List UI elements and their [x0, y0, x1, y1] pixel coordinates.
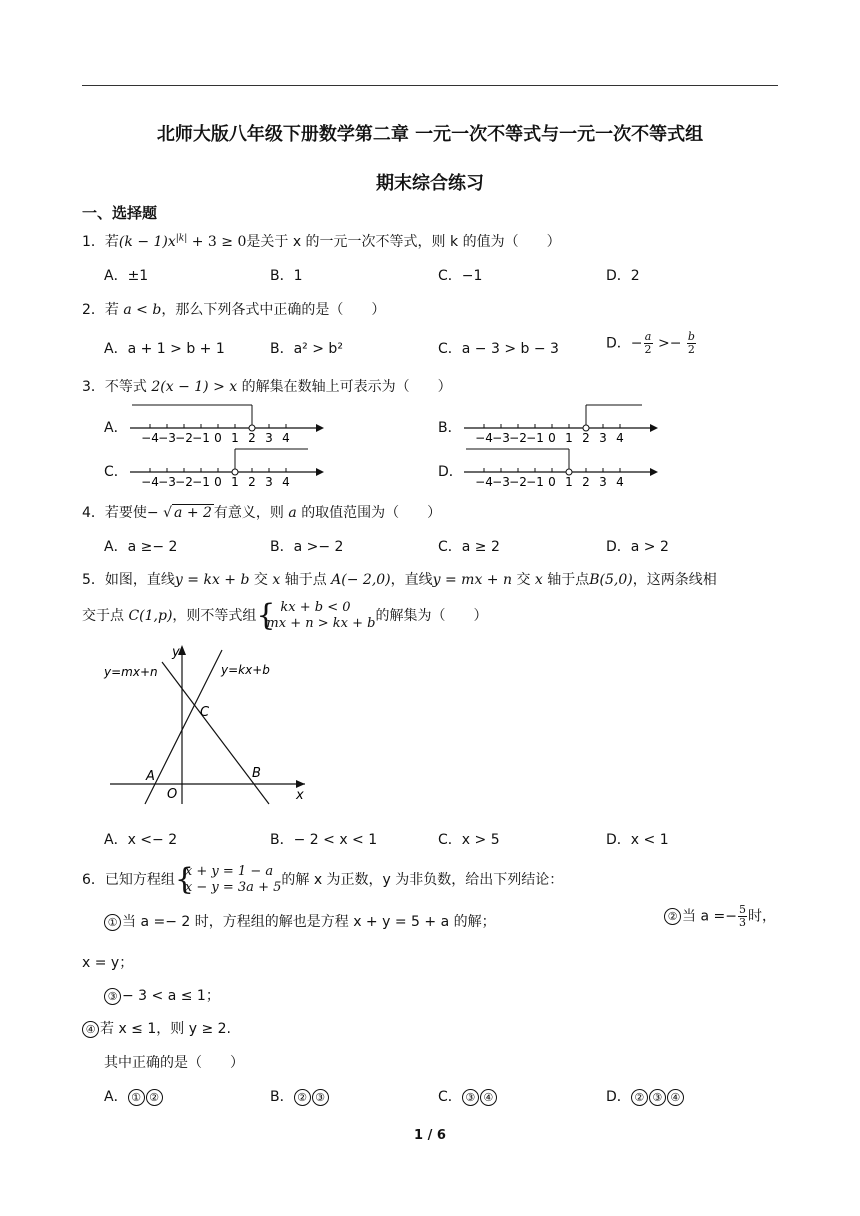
tick-label: 4	[282, 431, 290, 445]
question-6-ask: 其中正确的是（ ）	[104, 1055, 244, 1071]
option-a: A． ① ②	[104, 1086, 164, 1106]
question-3	[82, 376, 452, 396]
option-c: C．x > 5	[438, 832, 500, 848]
option-b-label: B．	[438, 420, 462, 436]
option-c: C．−1	[438, 268, 483, 284]
tick-label: −2	[509, 475, 527, 489]
question-number: 6．	[82, 872, 105, 888]
tick-label: 0	[214, 475, 222, 489]
number-line-c	[128, 444, 328, 490]
tick-label: −4	[141, 431, 159, 445]
option-a: A．±1	[104, 268, 149, 284]
question-number: 4．	[82, 505, 105, 521]
question-text: ，那么下列各式中正确的是（ ）	[161, 302, 386, 318]
line-mx-label: y=mx+n	[104, 665, 158, 679]
option-b: B． ② ③	[270, 1086, 330, 1106]
axis-arrow	[316, 424, 324, 432]
open-circle	[566, 469, 572, 475]
tick-label: −2	[175, 475, 193, 489]
question-text: 若	[104, 234, 119, 250]
option-b: B．a >− 2	[270, 539, 344, 555]
tick-label: 3	[265, 431, 273, 445]
tick-label: 4	[616, 475, 624, 489]
open-circle	[249, 425, 255, 431]
point-b-label: B	[252, 766, 261, 781]
option-b: B．a² > b²	[270, 341, 343, 357]
point-c-label: C	[200, 705, 210, 720]
question-5-line-1: 5．如图，直线y = kx + b 交 x 轴于点 A(− 2,0)，直线y = mx + n 交 x 轴于点B(5,0)，这两条线相	[82, 572, 717, 588]
question-4: 4．若要使− √ a + 2 有意义，则 a 的取值范围为（ ）	[82, 505, 442, 521]
number-line-d	[462, 444, 662, 490]
tick-label: −4	[475, 475, 493, 489]
tick-label: 3	[265, 475, 273, 489]
option-d: D．2	[606, 268, 640, 284]
number-line-a	[128, 400, 328, 446]
tick-label: −3	[492, 475, 510, 489]
question-text: 若要使	[104, 505, 147, 521]
equation-system: { x + y = 1 − a x − y = 3a + 5	[174, 862, 282, 897]
tick-label: −2	[175, 431, 193, 445]
line-kx-label: y=kx+b	[221, 663, 270, 677]
question-text: 的解集在数轴上可表示为（ ）	[241, 379, 452, 395]
y-axis-label: y	[172, 645, 180, 660]
option-d: D．a > 2	[606, 539, 669, 555]
tick-label: 0	[214, 431, 222, 445]
math-sup: |k|	[175, 233, 188, 244]
tick-label: 4	[616, 431, 624, 445]
open-circle	[583, 425, 589, 431]
question-number: 5．	[82, 572, 105, 588]
question-text: 若	[104, 302, 119, 318]
option-c: C． ③ ④	[438, 1086, 498, 1106]
option-d: D．− $\frac{a}{2}$ >− $\frac{b}{2}$	[606, 330, 695, 356]
question-text: 有意义，则	[213, 505, 284, 521]
radicand: a + 2	[174, 505, 212, 521]
tick-label: 4	[282, 475, 290, 489]
question-2	[82, 299, 385, 319]
option-b: B．1	[270, 268, 303, 284]
tick-label: 2	[582, 475, 590, 489]
inequality-system: { kx + b < 0 mx + n > kx + b	[256, 598, 376, 633]
conclusion-2-continued: x = y；	[82, 955, 134, 971]
math-expr: a < b	[123, 302, 162, 318]
option-d: D． ② ③ ④	[606, 1086, 685, 1106]
tick-label: −3	[158, 431, 176, 445]
option-a: A．x <− 2	[104, 832, 178, 848]
option-a: A．a + 1 > b + 1	[104, 341, 225, 357]
origin-label: O	[167, 787, 178, 802]
tick-label: 3	[599, 475, 607, 489]
tick-label: −1	[526, 431, 544, 445]
tick-label: 0	[548, 475, 556, 489]
number-line-b	[462, 400, 662, 446]
tick-label: −3	[158, 475, 176, 489]
tick-label: −1	[192, 475, 210, 489]
math-expr: (k − 1)x	[118, 234, 176, 250]
top-rule	[82, 85, 778, 86]
tick-label: 2	[248, 431, 256, 445]
option-c: C．a ≥ 2	[438, 539, 500, 555]
conclusion-1: ① 当 a =− 2 时，方程组的解也是方程 x + y = 5 + a 的解；	[104, 911, 496, 931]
tick-label: 2	[248, 475, 256, 489]
question-number: 3．	[82, 379, 105, 395]
title-line-2: 期末综合练习	[376, 173, 484, 194]
x-axis-label: x	[296, 788, 304, 803]
option-c-label: C．	[104, 464, 128, 480]
tick-label: −2	[509, 431, 527, 445]
tick-label: 1	[231, 431, 239, 445]
tick-label: 1	[565, 475, 573, 489]
option-d: D．x < 1	[606, 832, 669, 848]
axis-arrow	[316, 468, 324, 476]
option-c: C．a − 3 > b − 3	[438, 341, 559, 357]
axis-arrow	[650, 468, 658, 476]
title-line-1: 北师大版八年级下册数学第二章 一元一次不等式与一元一次不等式组	[156, 124, 704, 145]
tick-label: −4	[475, 431, 493, 445]
axis-arrow	[650, 424, 658, 432]
question-1	[82, 231, 561, 251]
point-a-label: A	[146, 769, 155, 784]
tick-label: 2	[582, 431, 590, 445]
math-expr: + 3 ≥ 0	[187, 234, 247, 250]
question-5-line-2: 交于点 C(1,p)，则不等式组 { kx + b < 0 mx + n > kx + b 的解集为（ ）	[82, 598, 488, 633]
option-d-label: D．	[438, 464, 463, 480]
tick-label: 3	[599, 431, 607, 445]
question-number: 1．	[82, 234, 105, 250]
option-a-label: A．	[104, 420, 128, 436]
tick-label: −3	[492, 431, 510, 445]
question-text: 是关于 x 的一元一次不等式，则 k 的值为（ ）	[246, 234, 561, 250]
page-number: 1 / 6	[414, 1128, 446, 1143]
question-number: 2．	[82, 302, 105, 318]
tick-label: 1	[231, 475, 239, 489]
question-text: 的取值范围为（ ）	[301, 505, 442, 521]
tick-label: −1	[192, 431, 210, 445]
conclusion-2: ② 当 a =− $\frac{5}{3}$ 时，	[664, 904, 776, 929]
question-6: 6．已知方程组 { x + y = 1 − a x − y = 3a + 5 的解 x 为正数，y 为非负数，给出下列结论：	[82, 862, 564, 897]
tick-label: −4	[141, 475, 159, 489]
option-a: A．a ≥− 2	[104, 539, 178, 555]
q5-graph	[100, 642, 315, 807]
tick-label: 0	[548, 431, 556, 445]
conclusion-4: ④ 若 x ≤ 1，则 y ≥ 2.	[82, 1018, 231, 1038]
math-expr: 2(x − 1) > x	[151, 379, 238, 395]
section-heading: 一、选择题	[82, 204, 158, 222]
open-circle	[232, 469, 238, 475]
tick-label: 1	[565, 431, 573, 445]
option-b: B．− 2 < x < 1	[270, 832, 378, 848]
tick-label: −1	[526, 475, 544, 489]
question-text: 不等式	[104, 379, 147, 395]
conclusion-3: ③ − 3 < a ≤ 1；	[104, 985, 220, 1005]
